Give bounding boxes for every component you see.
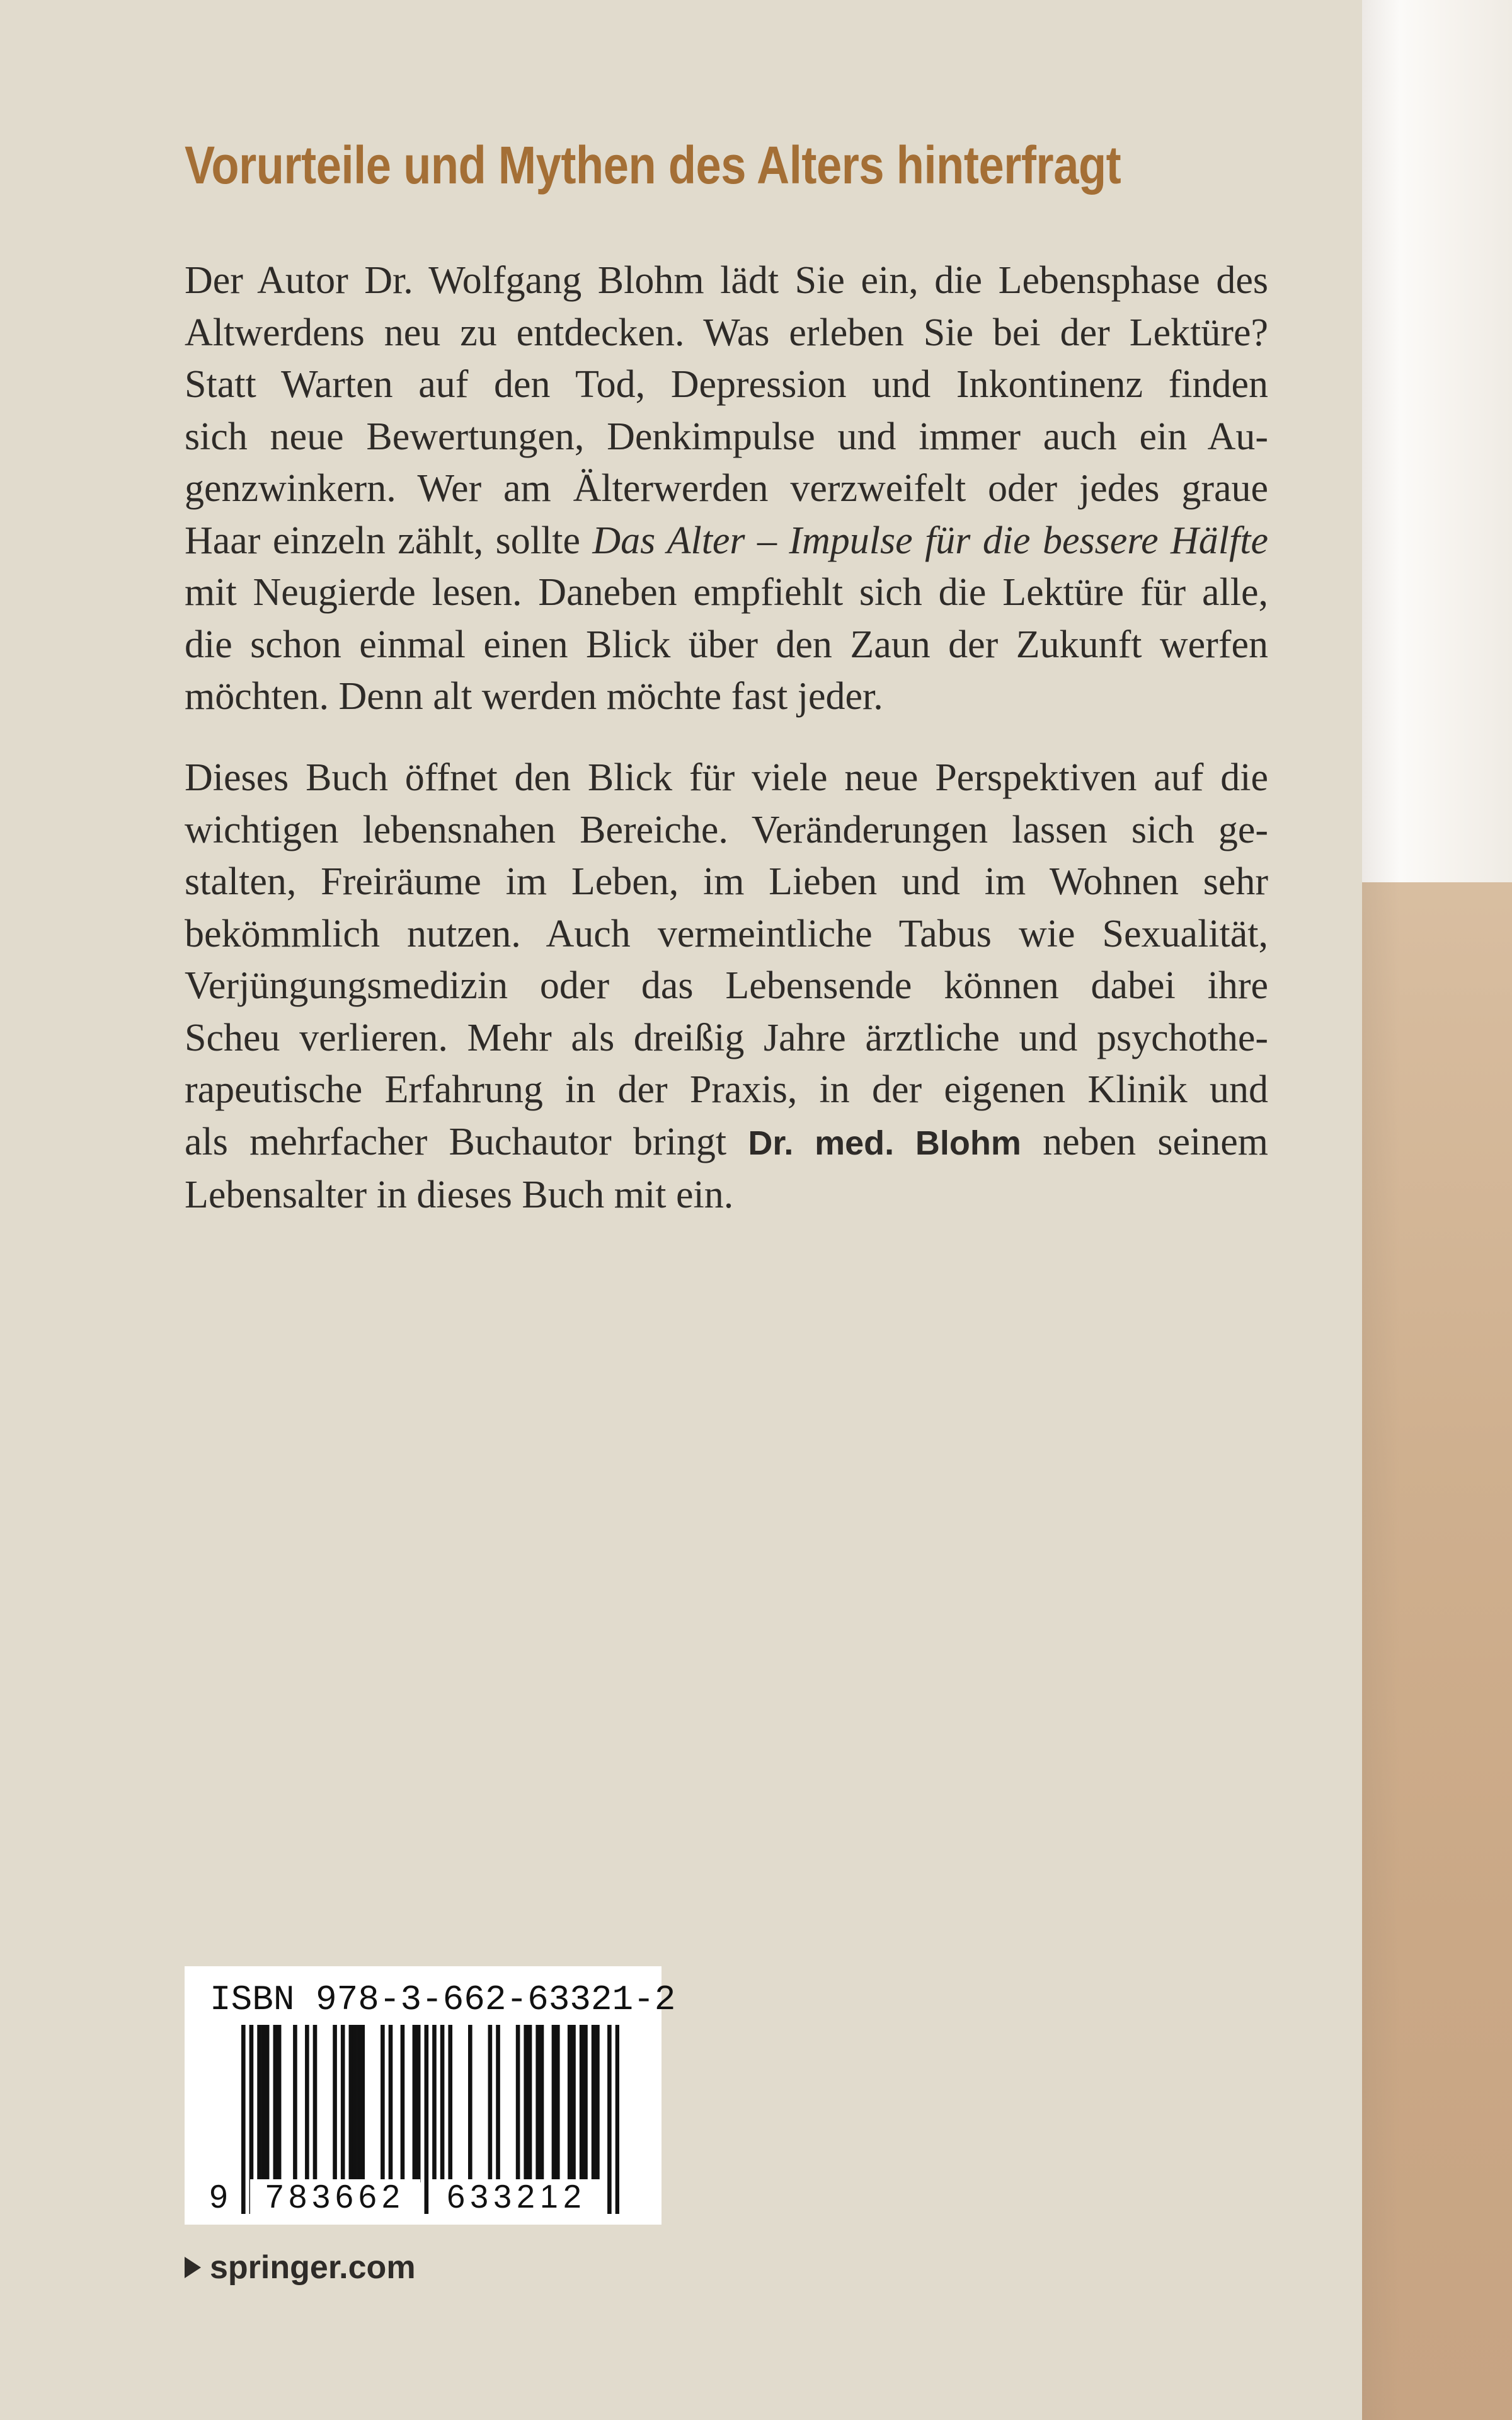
text-line: Lebensalter in dieses Buch mit ein. — [185, 1173, 734, 1216]
text-line: Verjüngungsmedizin oder das Lebensende können dabei ihre — [185, 964, 1268, 1007]
text-line: möchten. Denn alt werden möchte fast jeder. — [185, 675, 883, 718]
barcode-bar — [277, 2025, 282, 2182]
text-line: Dieses Buch öffnet den Blick für viele neue Perspektiven auf die — [185, 756, 1268, 799]
play-arrow-icon — [185, 2257, 201, 2278]
barcode-digits-left: 783662 — [250, 2179, 420, 2215]
barcode-bar — [273, 2025, 278, 2182]
blurb-heading: Vorurteile und Mythen des Alters hinterfragt — [185, 135, 1121, 195]
text-line: genzwinkern. Wer am Älterwerden verzweifelt oder jedes graue — [185, 467, 1268, 510]
barcode-bar — [524, 2025, 528, 2182]
book-title: Das Alter – Impulse für die bessere Hälfte — [592, 519, 1268, 562]
text-line: die schon einmal einen Blick über den Zaun der Zukunft werfen — [185, 623, 1268, 666]
barcode-bar — [580, 2025, 584, 2182]
barcode-bar — [488, 2025, 493, 2182]
text-line: Altwerdens neu zu entdecken. Was erleben Sie bei der Lektüre? — [185, 311, 1268, 354]
barcode-bar — [261, 2025, 266, 2182]
publisher-link-label: springer.com — [210, 2249, 416, 2286]
text-line: Der Autor Dr. Wolfgang Blohm lädt Sie ein, die Lebensphase des — [185, 259, 1268, 302]
barcode-bar — [607, 2025, 612, 2214]
barcode-bar — [552, 2025, 556, 2182]
publisher-link[interactable] — [185, 2248, 416, 2287]
barcode-bar — [305, 2025, 309, 2182]
barcode-bar — [389, 2025, 393, 2182]
barcode-bar — [425, 2025, 429, 2214]
barcode-digits-right: 633212 — [432, 2179, 602, 2215]
text-line: sich neue Bewertungen, Denkimpulse und immer auch ein Au- — [185, 415, 1268, 458]
barcode-bar — [616, 2025, 619, 2214]
barcode-bar — [496, 2025, 500, 2182]
barcode-bar — [468, 2025, 472, 2182]
text-line: stalten, Freiräume im Leben, im Lieben und im Wohnen sehr — [185, 860, 1268, 903]
barcode-bar — [349, 2025, 353, 2182]
blurb-paragraph-2 — [185, 752, 1268, 1221]
barcode-bar — [571, 2025, 576, 2182]
blurb-paragraph-1 — [185, 255, 1268, 723]
text-line: Statt Warten auf den Tod, Depression und Inkontinenz finden — [185, 363, 1268, 406]
text-line: als mehrfacher Buchautor bringt Dr. med. Blohm neben seinem — [185, 1120, 1268, 1163]
barcode-bar — [556, 2025, 560, 2182]
cover-photo-edge — [1362, 0, 1512, 2420]
barcode-bar — [440, 2025, 445, 2182]
isbn-number: ISBN 978-3-662-63321-2 — [210, 1979, 676, 2020]
barcode-bar — [265, 2025, 270, 2182]
text-line: rapeutische Erfahrung in der Praxis, in der eigenen Klinik und — [185, 1068, 1268, 1111]
barcode-bar — [257, 2025, 261, 2182]
barcode-bar — [381, 2025, 385, 2182]
author-name: Dr. med. Blohm — [748, 1124, 1021, 1162]
barcode-bar — [357, 2025, 361, 2182]
barcode-bar — [592, 2025, 596, 2182]
text-line: Scheu verlieren. Mehr als dreißig Jahre ärztliche und psychothe- — [185, 1016, 1268, 1059]
barcode-bar — [413, 2025, 417, 2182]
text-line: mit Neugierde lesen. Daneben empfiehlt sich die Lektüre für alle, — [185, 571, 1268, 614]
barcode-bar — [583, 2025, 588, 2182]
isbn-barcode — [185, 1966, 676, 2225]
barcode-bar — [360, 2025, 365, 2182]
barcode-bar — [540, 2025, 544, 2182]
barcode-bar — [516, 2025, 520, 2182]
barcode-bar — [353, 2025, 357, 2182]
text-line: Haar einzeln zählt, sollte Das Alter – Impulse für die bessere Hälfte — [185, 519, 1268, 562]
barcode-digit-first: 9 — [206, 2179, 231, 2215]
barcode-bar — [595, 2025, 600, 2182]
barcode-bar — [313, 2025, 318, 2182]
barcode-bar — [341, 2025, 345, 2182]
barcode-bar — [528, 2025, 532, 2182]
text-line: wichtigen lebensnahen Bereiche. Veränderungen lassen sich ge- — [185, 808, 1268, 851]
barcode-bar — [416, 2025, 421, 2182]
barcode-bar — [448, 2025, 452, 2182]
barcode-bar — [568, 2025, 572, 2182]
barcode-bar — [536, 2025, 540, 2182]
text-line: bekömmlich nutzen. Auch vermeintliche Tabus wie Sexualität, — [185, 912, 1268, 955]
barcode-bar — [293, 2025, 297, 2182]
barcode-bar — [241, 2025, 246, 2214]
spine-shadow — [1362, 0, 1400, 2420]
barcode-bar — [333, 2025, 337, 2182]
barcode-bar — [401, 2025, 405, 2182]
